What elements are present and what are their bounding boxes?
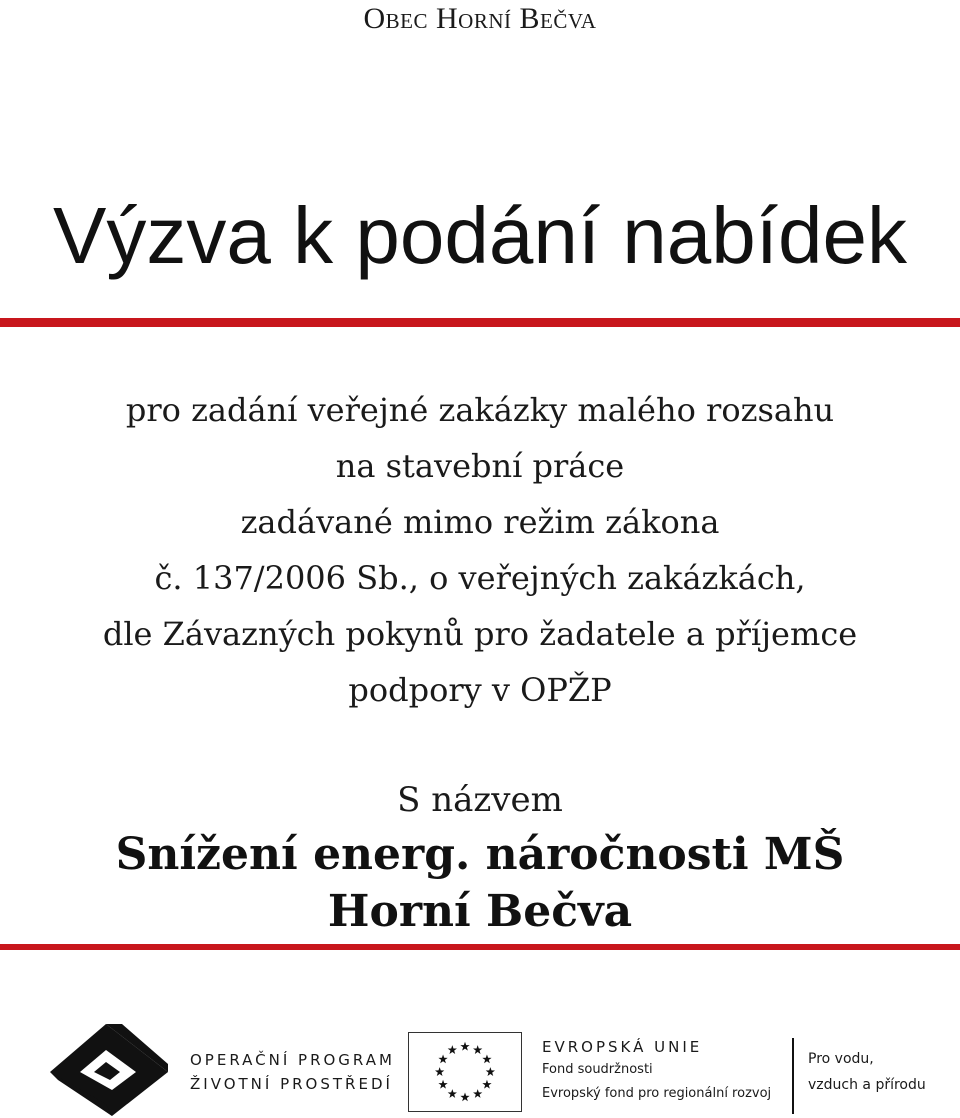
program-name: [190, 1048, 395, 1096]
project-label: S názvem: [397, 780, 563, 820]
subtitle-line: zadávané mimo režim zákona: [240, 503, 720, 541]
eu-fund: Fond soudržnosti: [542, 1062, 653, 1077]
subtitle-block: [0, 382, 960, 718]
subtitle-line: dle Závazných pokynů pro žadatele a příjemce: [102, 615, 858, 653]
subtitle-line: podpory v OPŽP: [348, 671, 612, 709]
subtitle-line: na stavební práce: [335, 447, 625, 485]
municipality-header: Obec Horní Bečva: [363, 2, 597, 35]
program-line: OPERAČNÍ PROGRAM: [190, 1051, 395, 1069]
top-red-rule: [0, 318, 960, 327]
slogan: [808, 1046, 926, 1098]
document-title: Výzva k podání nabídek: [53, 191, 907, 280]
footer-divider: [792, 1038, 794, 1114]
bottom-red-rule: [0, 944, 960, 950]
footer-logos: [0, 1020, 960, 1118]
eu-fund: Evropský fond pro regionální rozvoj: [542, 1086, 772, 1101]
eu-title: EVROPSKÁ UNIE: [542, 1038, 703, 1056]
slogan-line: vzduch a přírodu: [808, 1077, 926, 1093]
eu-funding-text: [542, 1036, 771, 1106]
eu-flag-icon: [408, 1032, 522, 1112]
subtitle-line: pro zadání veřejné zakázky malého rozsahu: [125, 391, 835, 429]
program-line: ŽIVOTNÍ PROSTŘEDÍ: [190, 1075, 393, 1093]
project-name: Snížení energ. náročnosti MŠ Horní Bečva: [115, 829, 845, 937]
subtitle-line: č. 137/2006 Sb., o veřejných zakázkách,: [154, 559, 806, 597]
slogan-line: Pro vodu,: [808, 1051, 874, 1067]
opzp-logo-icon: [50, 1024, 168, 1116]
